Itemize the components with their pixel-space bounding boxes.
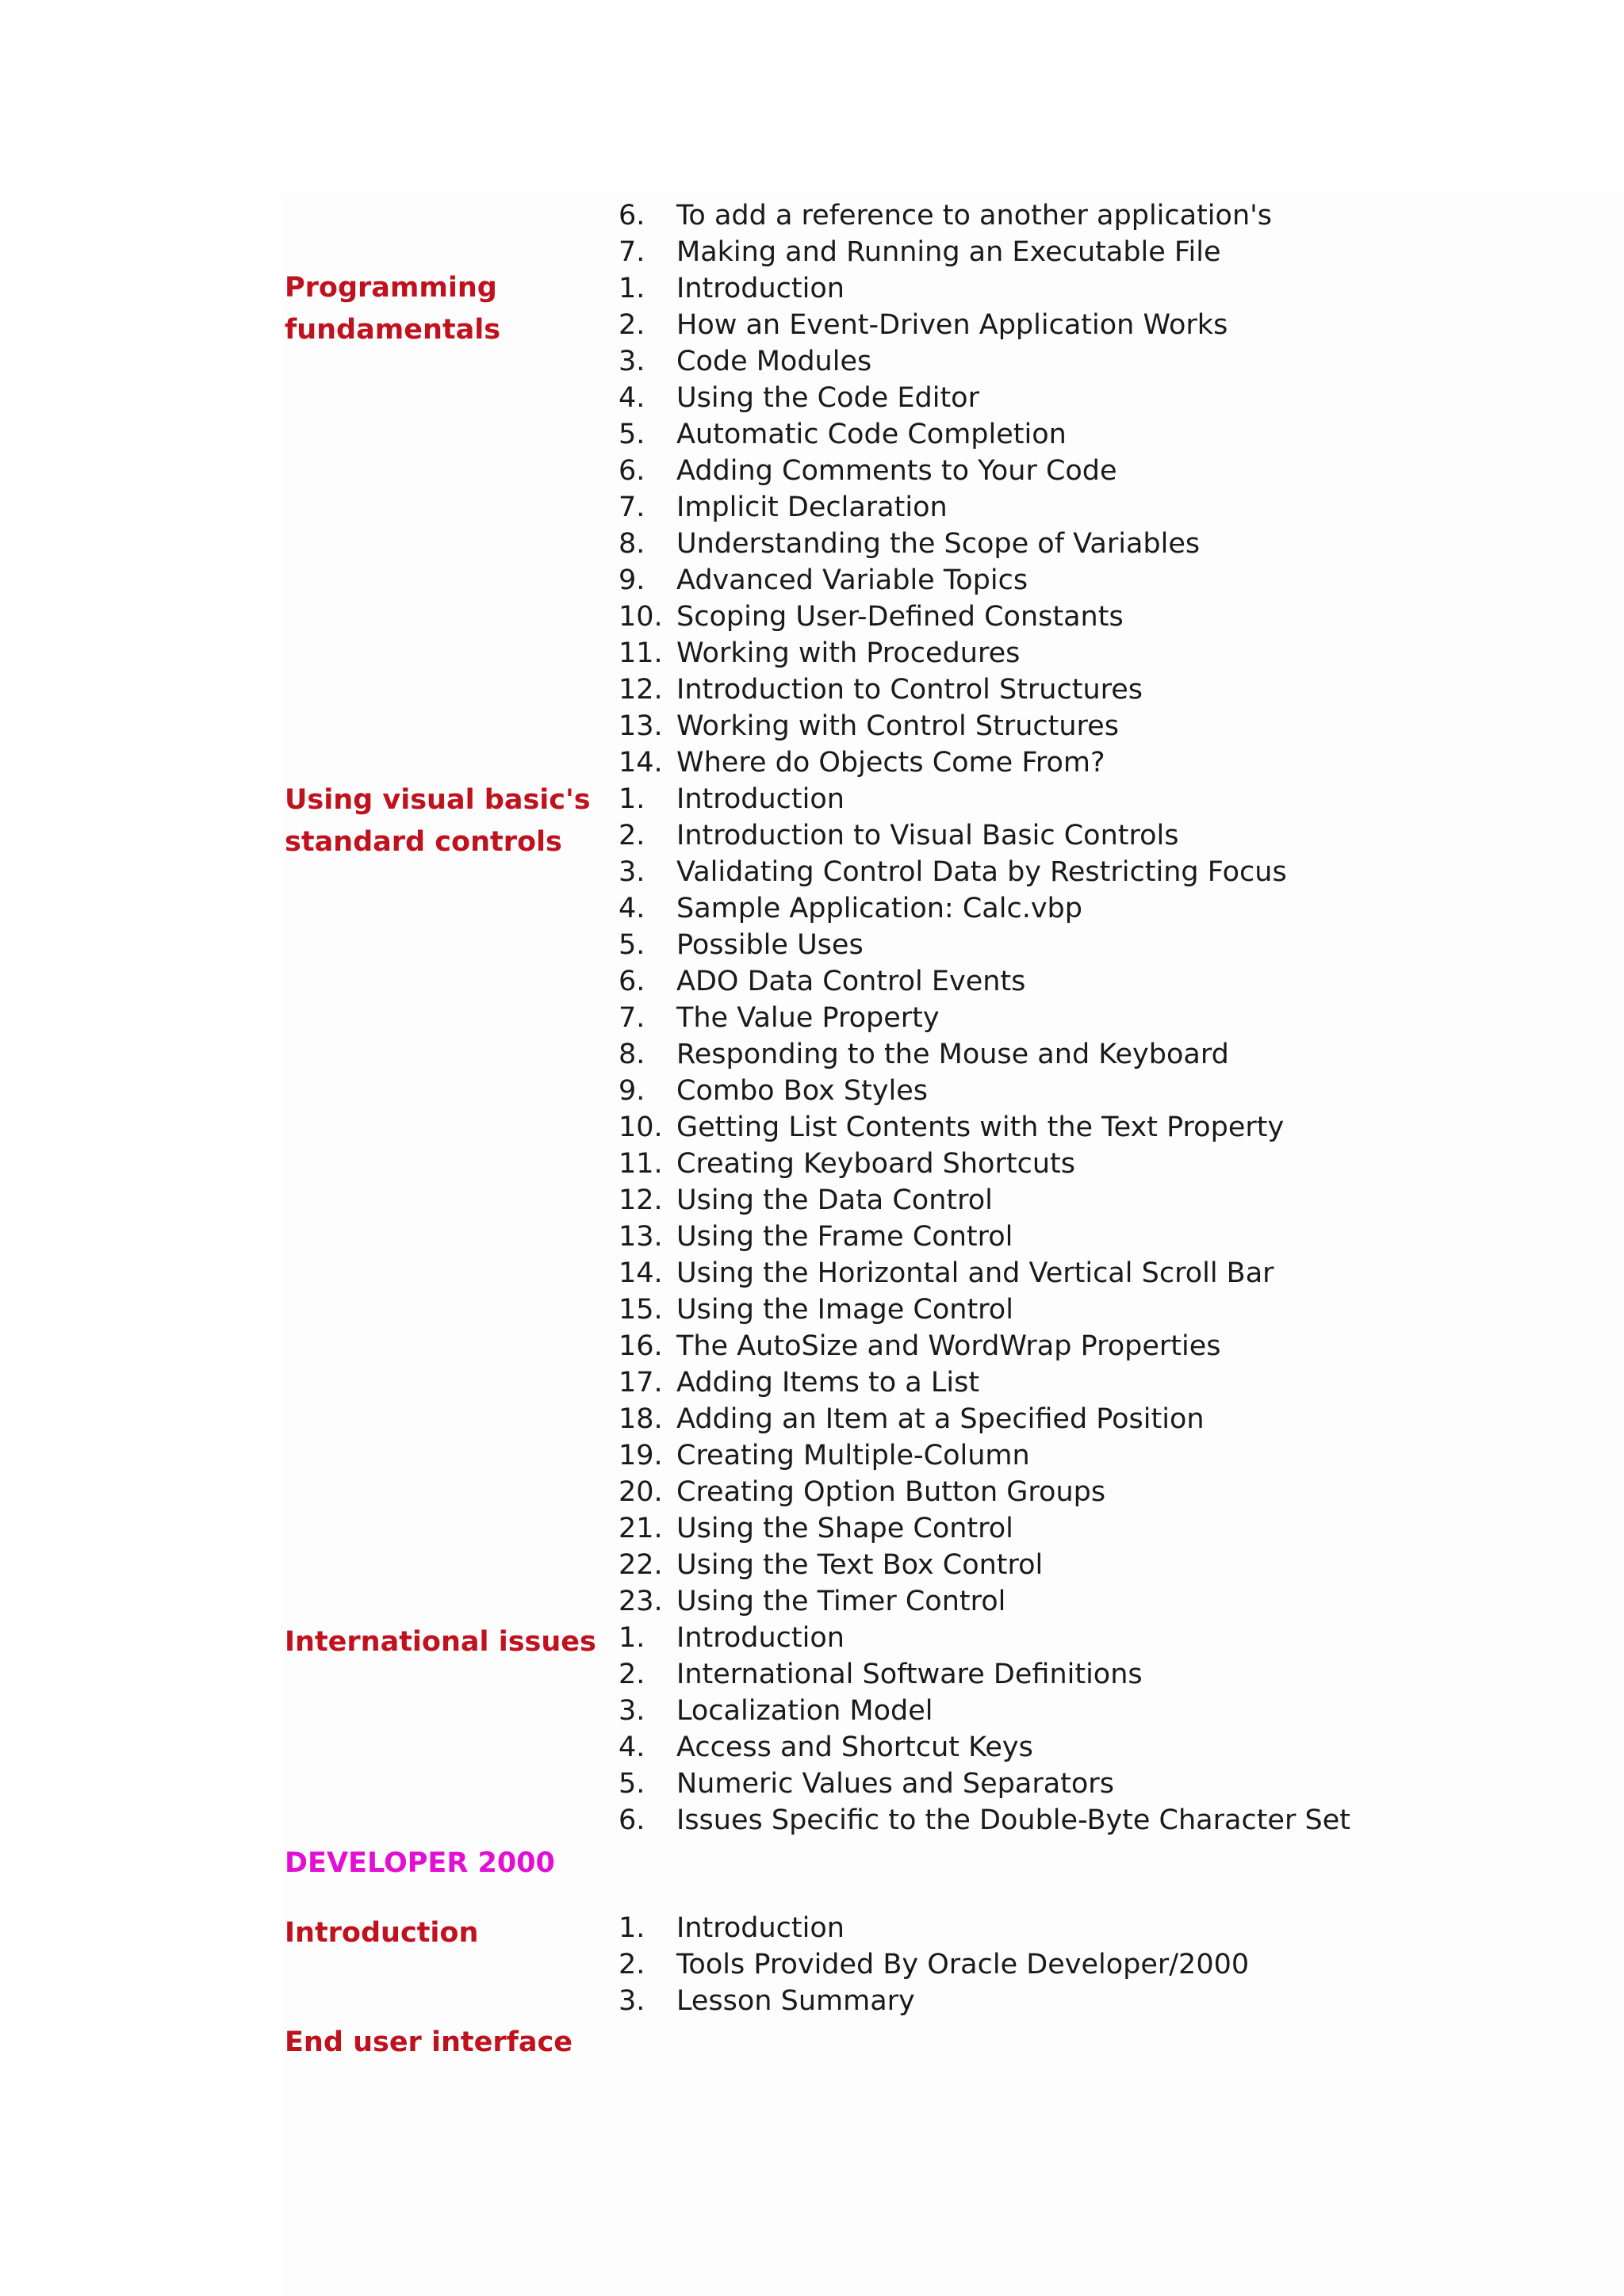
- list-item: 5. Automatic Code Completion: [619, 419, 1067, 450]
- section-label-introduction: Introduction: [285, 1917, 479, 1949]
- list-item: 3. Lesson Summary: [619, 1985, 915, 2017]
- list-item: 13. Using the Frame Control: [619, 1221, 1013, 1253]
- list-item: 6. Issues Specific to the Double-Byte Character Set: [619, 1804, 1350, 1836]
- list-item: 10. Scoping User-Defined Constants: [619, 601, 1124, 633]
- list-item: 15. Using the Image Control: [619, 1294, 1013, 1326]
- list-item: 2. Introduction to Visual Basic Controls: [619, 820, 1179, 851]
- section-label-programming-fundamentals-line2: fundamentals: [285, 314, 501, 346]
- list-item: 3. Validating Control Data by Restricting Focus: [619, 856, 1287, 888]
- list-item: 11. Working with Procedures: [619, 637, 1021, 669]
- list-item: 22. Using the Text Box Control: [619, 1549, 1044, 1581]
- list-item: 13. Working with Control Structures: [619, 710, 1119, 742]
- list-item: 5. Possible Uses: [619, 929, 864, 961]
- list-item: 19. Creating Multiple-Column: [619, 1440, 1030, 1471]
- list-item: 7. The Value Property: [619, 1002, 940, 1034]
- list-item: 9. Advanced Variable Topics: [619, 564, 1028, 596]
- list-item: 1. Introduction: [619, 783, 845, 815]
- section-label-standard-controls: Using visual basic's: [285, 784, 591, 816]
- list-item: 21. Using the Shape Control: [619, 1513, 1013, 1544]
- list-item: 8. Understanding the Scope of Variables: [619, 528, 1201, 560]
- list-item: 3. Localization Model: [619, 1695, 933, 1727]
- list-item: 7. Making and Running an Executable File: [619, 236, 1221, 268]
- section-label-standard-controls-line2: standard controls: [285, 826, 562, 858]
- list-item: 20. Creating Option Button Groups: [619, 1476, 1106, 1508]
- list-item: 11. Creating Keyboard Shortcuts: [619, 1148, 1075, 1180]
- list-item: 1. Introduction: [619, 273, 845, 304]
- list-item: 17. Adding Items to a List: [619, 1367, 980, 1399]
- list-item: 1. Introduction: [619, 1912, 845, 1944]
- list-item: 1. Introduction: [619, 1622, 845, 1654]
- list-item: 14. Where do Objects Come From?: [619, 747, 1105, 779]
- list-item: 6. To add a reference to another application's: [619, 200, 1272, 232]
- list-item: 2. Tools Provided By Oracle Developer/2000: [619, 1949, 1250, 1980]
- list-item: 18. Adding an Item at a Specified Position: [619, 1403, 1205, 1435]
- list-item: 6. Adding Comments to Your Code: [619, 455, 1117, 487]
- list-item: 7. Implicit Declaration: [619, 492, 948, 523]
- list-item: 23. Using the Timer Control: [619, 1586, 1006, 1617]
- list-item: 10. Getting List Contents with the Text Property: [619, 1112, 1285, 1143]
- list-item: 3. Code Modules: [619, 346, 872, 377]
- list-item: 4. Using the Code Editor: [619, 382, 979, 414]
- section-label-programming-fundamentals: Programming: [285, 272, 497, 304]
- list-item: 16. The AutoSize and WordWrap Properties: [619, 1330, 1221, 1362]
- list-item: 2. How an Event-Driven Application Works: [619, 309, 1228, 341]
- list-item: 12. Introduction to Control Structures: [619, 674, 1143, 706]
- list-item: 14. Using the Horizontal and Vertical Scroll Bar: [619, 1257, 1274, 1289]
- list-item: 4. Sample Application: Calc.vbp: [619, 893, 1082, 924]
- list-item: 4. Access and Shortcut Keys: [619, 1732, 1033, 1763]
- list-item: 2. International Software Definitions: [619, 1659, 1143, 1690]
- list-item: 9. Combo Box Styles: [619, 1075, 929, 1107]
- list-item: 12. Using the Data Control: [619, 1184, 993, 1216]
- list-item: 5. Numeric Values and Separators: [619, 1768, 1114, 1800]
- section-label-end-user-interface: End user interface: [285, 2026, 573, 2058]
- section-label-international-issues: International issues: [285, 1626, 596, 1658]
- product-heading: DEVELOPER 2000: [285, 1847, 555, 1879]
- list-item: 8. Responding to the Mouse and Keyboard: [619, 1039, 1229, 1070]
- list-item: 6. ADO Data Control Events: [619, 966, 1026, 997]
